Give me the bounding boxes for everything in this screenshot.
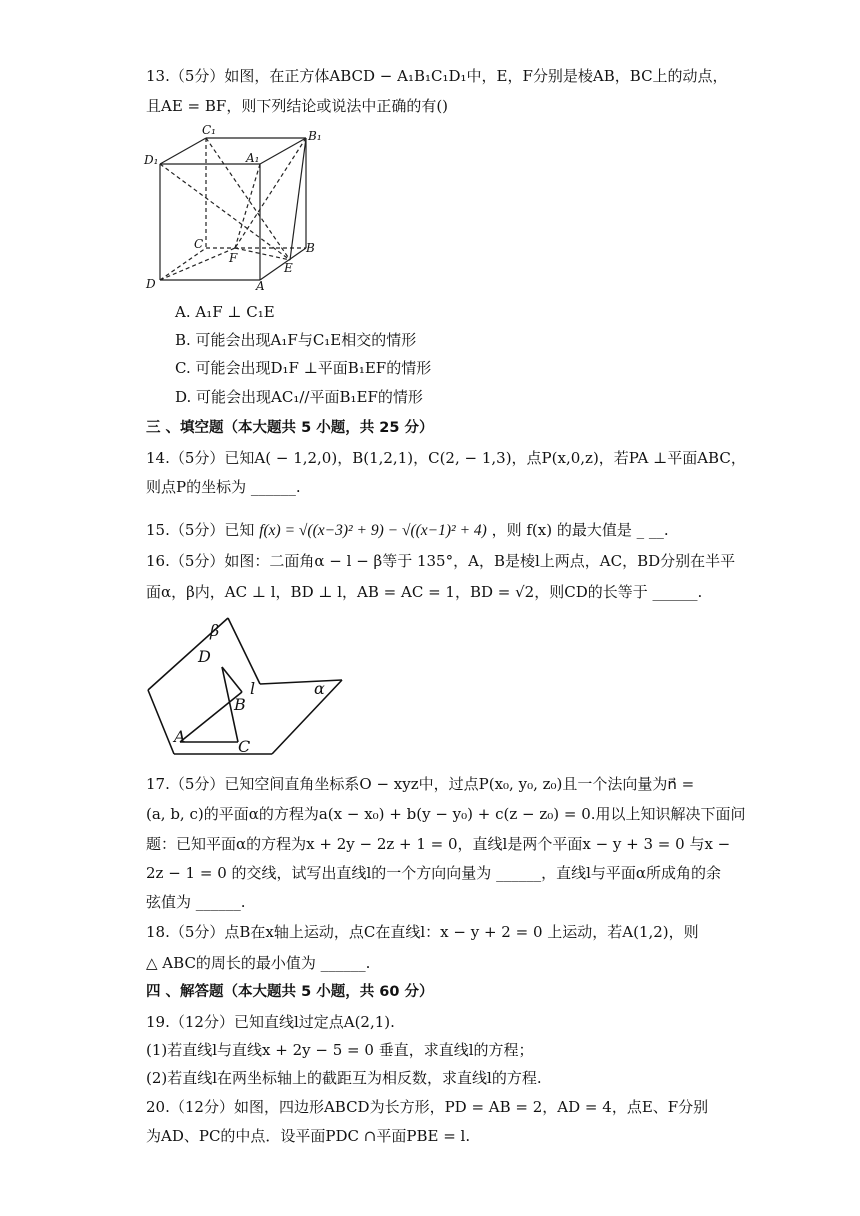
q13-option-a: A. A₁F ⊥ C₁E bbox=[175, 303, 275, 321]
label-E: E bbox=[284, 261, 293, 275]
label-F: F bbox=[229, 251, 238, 265]
label-B16: B bbox=[234, 695, 246, 714]
q15-suffix: ，则 f(x) 的最大值是 _ __. bbox=[491, 521, 669, 539]
q20-line1: 20.（12分）如图，四边形ABCD为长方形，PD = AB = 2，AD = 4，点E、F分别 bbox=[146, 1098, 709, 1116]
dihedral-figure bbox=[142, 612, 352, 762]
q15-line bbox=[146, 520, 669, 541]
q13-line1: 13.（5分）如图，在正方体ABCD − A₁B₁C₁D₁中，E，F分别是棱AB，BC上的动点， bbox=[146, 67, 728, 85]
q14-line1: 14.（5分）已知A( − 1,2,0)，B(1,2,1)，C(2, − 1,3)，点P(x,0,z)，若PA ⊥平面ABC， bbox=[146, 449, 746, 467]
q15-formula: f(x) = √((x−3)² + 9) − √((x−1)² + 4) bbox=[259, 522, 487, 539]
q17-line5: 弦值为 ______. bbox=[146, 893, 246, 911]
section-3-heading: 三 、填空题（本大题共 5 小题，共 25 分） bbox=[146, 420, 434, 436]
label-beta: β bbox=[210, 621, 220, 640]
section-4-heading: 四 、解答题（本大题共 5 小题，共 60 分） bbox=[146, 984, 434, 1000]
q13-option-c: C. 可能会出现D₁F ⊥平面B₁EF的情形 bbox=[175, 359, 432, 377]
label-C: C bbox=[194, 237, 204, 251]
label-D16: D bbox=[198, 647, 211, 666]
q17-line1: 17.（5分）已知空间直角坐标系O − xyz中，过点P(x₀, y₀, z₀)且一个法向量为n⃗ = bbox=[146, 775, 695, 793]
label-A1: A₁ bbox=[246, 151, 260, 165]
q15-prefix: 15.（5分）已知 bbox=[146, 521, 255, 539]
q16-line1: 16.（5分）如图：二面角α − l − β等于 135°，A，B是棱l上两点，AC，BD分别在半平 bbox=[146, 552, 736, 570]
q14-line2: 则点P的坐标为 ______. bbox=[146, 478, 301, 496]
label-B: B bbox=[306, 241, 315, 255]
q13-option-b: B. 可能会出现A₁F与C₁E相交的情形 bbox=[175, 331, 417, 349]
q18-line1: 18.（5分）点B在x轴上运动，点C在直线l：x − y + 2 = 0 上运动，若A(1,2)，则 bbox=[146, 923, 699, 941]
label-D: D bbox=[146, 277, 156, 291]
label-A16: A bbox=[174, 727, 186, 746]
q19-part1: (1)若直线l与直线x + 2y − 5 = 0 垂直，求直线l的方程； bbox=[146, 1041, 534, 1059]
label-B1: B₁ bbox=[308, 129, 322, 143]
q17-line2: (a, b, c)的平面α的方程为a(x − x₀) + b(y − y₀) + c(z − z₀) = 0.用以上知识解决下面问 bbox=[146, 805, 746, 823]
q18-line2: △ ABC的周长的最小值为 ______. bbox=[146, 954, 371, 972]
label-C16: C bbox=[238, 737, 251, 756]
q13-option-d: D. 可能会出现AC₁//平面B₁EF的情形 bbox=[175, 388, 423, 406]
q19-line1: 19.（12分）已知直线l过定点A(2,1). bbox=[146, 1013, 395, 1031]
q20-line2: 为AD、PC的中点．设平面PDC ∩平面PBE = l. bbox=[146, 1127, 471, 1145]
label-A: A bbox=[256, 279, 265, 292]
label-alpha: α bbox=[314, 679, 325, 698]
label-C1: C₁ bbox=[202, 123, 216, 137]
q17-line4: 2z − 1 = 0 的交线，试写出直线l的一个方向向量为 ______，直线l与平面α所成角的余 bbox=[146, 864, 722, 882]
label-D1: D₁ bbox=[144, 153, 159, 167]
q16-line2: 面α，β内，AC ⊥ l，BD ⊥ l，AB = AC = 1，BD = √2，则CD的长等于 ______. bbox=[146, 583, 703, 601]
cube-figure bbox=[140, 122, 340, 292]
label-l: l bbox=[250, 679, 256, 698]
q13-line2: 且AE = BF，则下列结论或说法中正确的有() bbox=[146, 97, 449, 115]
q19-part2: (2)若直线l在两坐标轴上的截距互为相反数，求直线l的方程. bbox=[146, 1069, 542, 1087]
q17-line3: 题：已知平面α的方程为x + 2y − 2z + 1 = 0，直线l是两个平面x − y + 3 = 0 与x − bbox=[146, 835, 731, 853]
